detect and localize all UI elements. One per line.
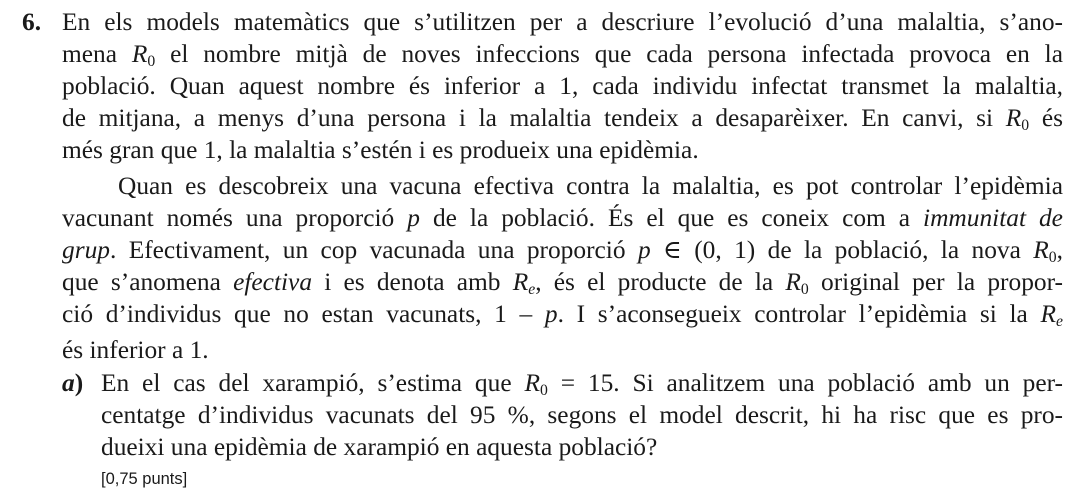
part-a-line-1-a: En el cas del xarampió, s’estima que bbox=[101, 369, 512, 397]
p1-line-5: més gran que 1, la malaltia s’estén i es produeix una epidèmia. bbox=[62, 136, 699, 164]
efectiva-term: efectiva bbox=[233, 268, 313, 296]
part-a-label: a) bbox=[62, 369, 84, 397]
re-symbol: Re bbox=[512, 268, 536, 299]
r0-symbol: R0 bbox=[524, 369, 548, 400]
p1-line-4-text: de mitjana, a menys d’una persona i la malaltia tendeix a desaparèixer. En canvi, si bbox=[62, 104, 994, 132]
p1-line-3: població. Quan aquest nombre és inferior a 1, cada individu infectat transmet la malaltia, bbox=[62, 72, 1063, 100]
p2-line-3-b: . Efectivament, un cop vacunada una proporció bbox=[109, 236, 626, 264]
p2-line-4 bbox=[62, 268, 1063, 299]
p-symbol: p bbox=[544, 300, 558, 328]
p1-line-4 bbox=[62, 104, 1064, 135]
p2-line-5-b: . I s’aconsegueix controlar l’epidèmia si la bbox=[557, 300, 1028, 328]
p1-line-2 bbox=[62, 40, 1063, 71]
part-a-line-1-b: = 15. Si analitzem una població amb un per- bbox=[560, 369, 1063, 397]
p2-line-1: Quan es descobreix una vacuna efectiva contra la malaltia, es pot controlar l’epidèmia bbox=[118, 172, 1063, 200]
r0-symbol: R0 bbox=[131, 40, 156, 71]
p2-line-6: és inferior a 1. bbox=[62, 336, 209, 364]
r0-symbol: R0 bbox=[785, 268, 809, 299]
p2-line-3-c: ∈ (0, 1) de la població, la nova bbox=[663, 236, 1021, 264]
question-number: 6. bbox=[22, 8, 42, 36]
p2-line-2-a: vacunant només una proporció bbox=[62, 204, 395, 232]
p2-line-4-e: original per la propor- bbox=[821, 268, 1063, 296]
part-a-line-3: dueixi una epidèmia de xarampió en aquesta població? bbox=[101, 433, 658, 461]
p2-line-4-c: i es denota amb bbox=[324, 268, 501, 296]
p2-line-5 bbox=[62, 300, 1063, 331]
p-symbol: p bbox=[407, 204, 420, 232]
p2-line-5-a: ció d’individus que no estan vacunats, 1 – bbox=[62, 300, 533, 328]
points-label: [0,75 punts] bbox=[101, 470, 188, 488]
p2-line-4-d: , és el producte de la bbox=[535, 268, 774, 296]
p1-line-2-start: mena bbox=[62, 40, 117, 68]
p2-line-2-b: de la població. És el que es coneix com a bbox=[432, 204, 911, 232]
p1-line-4-end: és bbox=[1041, 104, 1064, 132]
re-symbol: Re bbox=[1040, 300, 1063, 331]
grup-term: grup bbox=[62, 236, 110, 264]
p2-line-3: grup. Efectivament, un cop vacunada una proporció p ∈ (0, 1) de la població, la nova R0, bbox=[62, 236, 1064, 267]
p2-line-2 bbox=[62, 206, 1063, 231]
p2-line-4-a: que s’anomena bbox=[62, 268, 221, 296]
r0-symbol: R0 bbox=[1005, 104, 1030, 135]
immunitat-term: immunitat de bbox=[923, 204, 1063, 232]
p-symbol: p bbox=[637, 236, 651, 264]
part-a-line-1 bbox=[101, 369, 1063, 400]
p1-line-1: En els models matemàtics que s’utilitzen per a descriure l’evolució d’una malaltia, s’ano- bbox=[62, 8, 1063, 36]
p1-line-2-rest: el nombre mitjà de noves infeccions que cada persona infectada provoca en la bbox=[170, 40, 1063, 68]
r0-symbol: R0 bbox=[1033, 236, 1057, 267]
part-a-line-2: centatge d’individus vacunats del 95 %, segons el model descrit, hi ha risc que es pro- bbox=[101, 401, 1063, 429]
